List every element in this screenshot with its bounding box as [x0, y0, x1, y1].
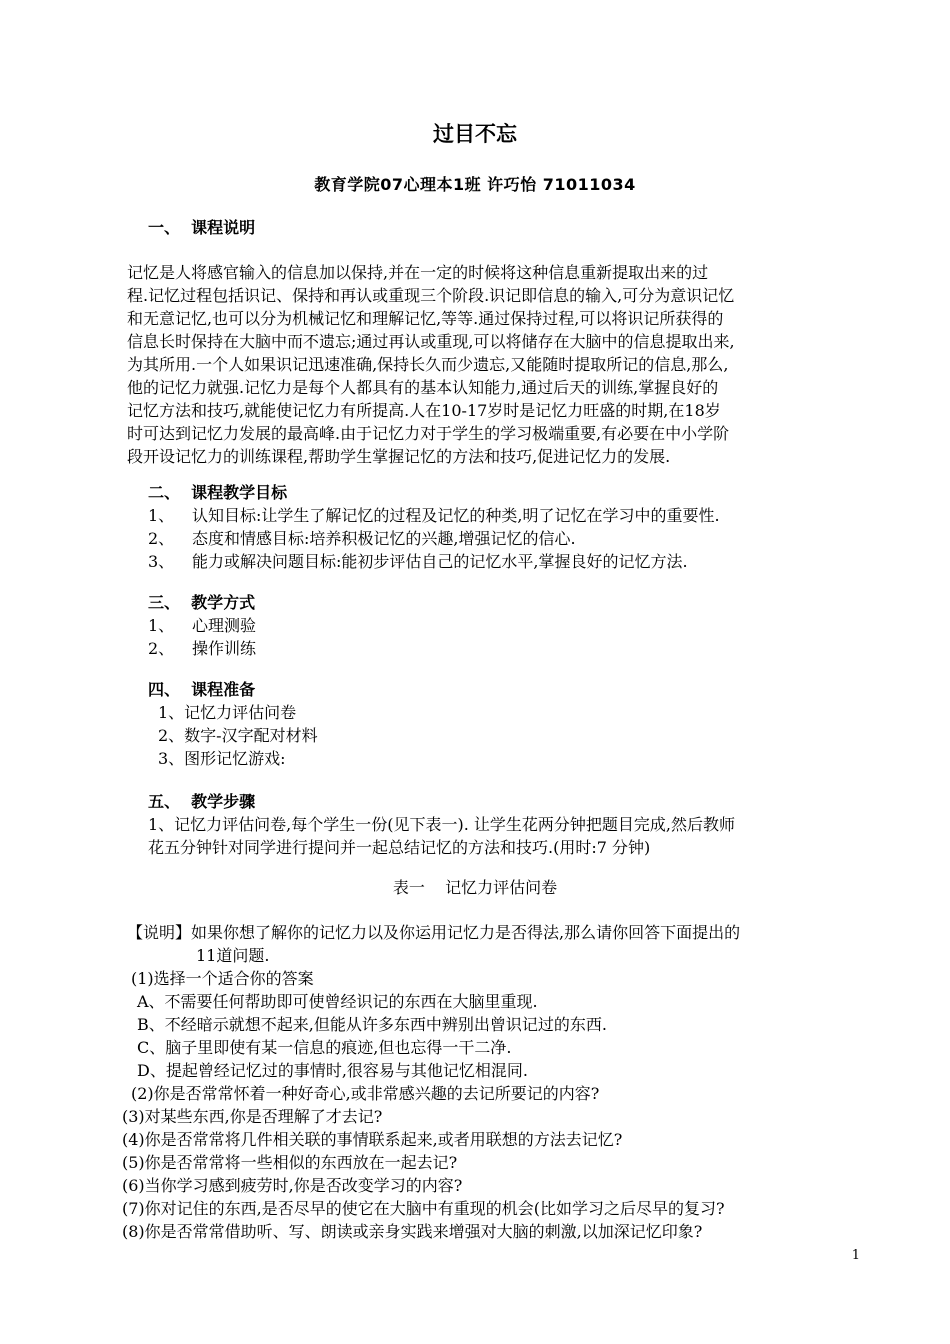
- list-item: 2、数字-汉字配对材料: [158, 726, 318, 745]
- list-item: 3、图形记忆游戏:: [158, 749, 286, 768]
- list-item-number: 1、: [148, 616, 175, 635]
- paragraph-line: 花五分钟针对同学进行提问并一起总结记忆的方法和技巧.(用时:7 分钟): [148, 838, 651, 857]
- page-number: 1: [851, 1248, 860, 1263]
- page-title: 过目不忘: [433, 122, 517, 146]
- question-item: (4)你是否常常将几件相关联的事情联系起来,或者用联想的方法去记忆?: [122, 1130, 623, 1149]
- question-item: (1)选择一个适合你的答案: [131, 969, 314, 988]
- list-item-number: 2、: [148, 529, 175, 548]
- note-line: 11道问题.: [196, 946, 270, 965]
- paragraph-line: 记忆是人将感官输入的信息加以保持,并在一定的时候将这种信息重新提取出来的过: [127, 263, 709, 282]
- paragraph-line: 他的记忆力就强.记忆力是每个人都具有的基本认知能力,通过后天的训练,掌握良好的: [127, 378, 719, 397]
- paragraph-line: 1、记忆力评估问卷,每个学生一份(见下表一). 让学生花两分钟把题目完成,然后教师: [148, 815, 736, 834]
- question-item: (3)对某些东西,你是否理解了才去记?: [122, 1107, 383, 1126]
- section-heading-course-preparation: 四、 课程准备: [148, 680, 256, 699]
- author-byline: 教育学院07心理本1班 许巧怡 71011034: [314, 175, 636, 194]
- section-heading-teaching-goals: 二、 课程教学目标: [148, 483, 288, 502]
- answer-option: C、脑子里即使有某一信息的痕迹,但也忘得一干二净.: [137, 1038, 512, 1057]
- answer-option: B、不经暗示就想不起来,但能从许多东西中辨别出曾识记过的东西.: [137, 1015, 607, 1034]
- question-item: (7)你对记住的东西,是否尽早的使它在大脑中有重现的机会(比如学习之后尽早的复习?: [122, 1199, 725, 1218]
- list-item-number: 3、: [148, 552, 175, 571]
- paragraph-line: 程.记忆过程包括识记、保持和再认或重现三个阶段.识记即信息的输入,可分为意识记忆: [127, 286, 735, 305]
- list-item: 心理测验: [192, 616, 257, 635]
- list-item: 1、记忆力评估问卷: [158, 703, 297, 722]
- list-item: 认知目标:让学生了解记忆的过程及记忆的种类,明了记忆在学习中的重要性.: [192, 506, 720, 525]
- section-heading-teaching-methods: 三、 教学方式: [148, 593, 256, 612]
- list-item: 态度和情感目标:培养积极记忆的兴趣,增强记忆的信心.: [192, 529, 576, 548]
- paragraph-line: 信息长时保持在大脑中而不遗忘;通过再认或重现,可以将储存在大脑中的信息提取出来,: [127, 332, 735, 351]
- question-item: (2)你是否常常怀着一种好奇心,或非常感兴趣的去记所要记的内容?: [131, 1084, 600, 1103]
- section-heading-course-description: 一、 课程说明: [148, 218, 256, 237]
- answer-option: D、提起曾经记忆过的事情时,很容易与其他记忆相混同.: [137, 1061, 529, 1080]
- list-item-number: 2、: [148, 639, 175, 658]
- paragraph-line: 段开设记忆力的训练课程,帮助学生掌握记忆的方法和技巧,促进记忆力的发展.: [127, 447, 671, 466]
- question-item: (5)你是否常常将一些相似的东西放在一起去记?: [122, 1153, 458, 1172]
- question-item: (8)你是否常常借助听、写、朗读或亲身实践来增强对大脑的刺激,以加深记忆印象?: [122, 1222, 703, 1241]
- question-item: (6)当你学习感到疲劳时,你是否改变学习的内容?: [122, 1176, 463, 1195]
- list-item-number: 1、: [148, 506, 175, 525]
- paragraph-line: 为其所用.一个人如果识记迅速准确,保持长久而少遗忘,又能随时提取所记的信息,那么,: [127, 355, 729, 374]
- section-heading-teaching-steps: 五、 教学步骤: [148, 792, 256, 811]
- paragraph-line: 记忆方法和技巧,就能使记忆力有所提高.人在10-17岁时是记忆力旺盛的时期,在18岁: [127, 401, 721, 420]
- answer-option: A、不需要任何帮助即可使曾经识记的东西在大脑里重现.: [137, 992, 538, 1011]
- note-line: 【说明】如果你想了解你的记忆力以及你运用记忆力是否得法,那么请你回答下面提出的: [127, 923, 741, 942]
- list-item: 能力或解决问题目标:能初步评估自己的记忆水平,掌握良好的记忆方法.: [192, 552, 688, 571]
- paragraph-line: 时可达到记忆力发展的最高峰.由于记忆力对于学生的学习极端重要,有必要在中小学阶: [127, 424, 730, 443]
- paragraph-line: 和无意记忆,也可以分为机械记忆和理解记忆,等等.通过保持过程,可以将识记所获得的: [127, 309, 724, 328]
- table-caption: 表一 记忆力评估问卷: [392, 878, 558, 897]
- list-item: 操作训练: [192, 639, 257, 658]
